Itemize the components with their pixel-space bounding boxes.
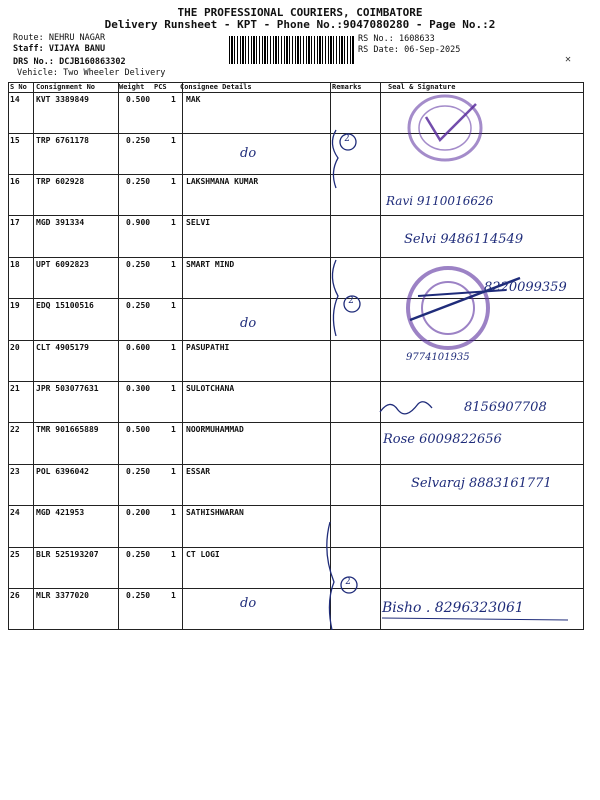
signature-row-18: 8220099359 (484, 280, 567, 295)
route-label: Route: (13, 33, 44, 43)
row-weight: 0.200 (126, 508, 151, 517)
row-sno: 26 (10, 591, 20, 600)
row-pcs: 1 (171, 136, 176, 145)
signature-row-16: Ravi 9110016626 (386, 194, 494, 208)
row-weight: 0.250 (126, 260, 151, 269)
column-header-remarks: Remarks (332, 83, 362, 91)
row-consignee: SULOTCHANA (186, 384, 235, 393)
row-consignee: SMART MIND (186, 260, 235, 269)
group-brace-icon (327, 522, 357, 630)
row-consignment-no: KVT 3389849 (36, 95, 89, 104)
row-pcs: 1 (171, 591, 176, 600)
row-consignee: SELVI (186, 218, 211, 227)
signature-scribble (380, 402, 432, 414)
row-pcs: 1 (171, 260, 176, 269)
row-weight: 0.250 (126, 301, 151, 310)
ditto-mark: do (240, 316, 257, 331)
row-sno: 14 (10, 95, 20, 104)
row-consignee: PASUPATHI (186, 343, 230, 352)
column-header-weight: Weight (119, 83, 145, 91)
vehicle-label: Vehicle: (17, 68, 58, 78)
ditto-mark: do (240, 146, 257, 161)
drs-value: DCJB160863302 (59, 57, 126, 67)
row-sno: 18 (10, 260, 20, 269)
handwriting-overlay (8, 82, 584, 630)
rs-no-label: RS No.: (358, 34, 394, 44)
staff-line (13, 44, 105, 54)
row-pcs: 1 (171, 425, 176, 434)
row-consignment-no: EDQ 15100516 (36, 301, 94, 310)
column-header-pcs: PCS (154, 83, 167, 91)
row-consignment-no: CLT 4905179 (36, 343, 89, 352)
row-sno: 19 (10, 301, 20, 310)
row-consignment-no: TMR 901665889 (36, 425, 99, 434)
rs-date-label: RS Date: (358, 45, 399, 55)
row-pcs: 1 (171, 467, 176, 476)
row-consignee: SATHISHWARAN (186, 508, 244, 517)
row-pcs: 1 (171, 218, 176, 227)
row-sno: 24 (10, 508, 20, 517)
vehicle-value: Two Wheeler Delivery (63, 68, 166, 78)
row-weight: 0.250 (126, 136, 151, 145)
signature-row-23: Selvaraj 8883161771 (411, 476, 552, 491)
ditto-mark: do (240, 596, 257, 611)
company-title: THE PROFESSIONAL COURIERS, COIMBATORE (177, 6, 423, 19)
row-sno: 25 (10, 550, 20, 559)
column-header-consignment: Consignment No (36, 83, 96, 91)
signature-row-17: Selvi 9486114549 (404, 232, 524, 247)
signature-underline (382, 618, 568, 620)
signature-row-22: Rose 6009822656 (383, 432, 502, 447)
row-weight: 0.500 (126, 425, 151, 434)
row-consignee: NOORMUHAMMAD (186, 425, 244, 434)
row-pcs: 1 (171, 177, 176, 186)
row-consignee: CT LOGI (186, 550, 220, 559)
barcode (229, 36, 355, 64)
route-value: NEHRU NAGAR (48, 33, 106, 43)
row-sno: 20 (10, 343, 20, 352)
row-pcs: 1 (171, 95, 176, 104)
row-weight: 0.300 (126, 384, 151, 393)
row-sno: 23 (10, 467, 20, 476)
row-consignment-no: MGD 421953 (36, 508, 85, 517)
signature-row-21: 8156907708 (464, 400, 547, 415)
row-sno: 17 (10, 218, 20, 227)
row-consignment-no: MGD 391334 (36, 218, 85, 227)
vehicle-line (17, 68, 165, 78)
row-weight: 0.500 (126, 95, 151, 104)
row-consignment-no: UPT 6092823 (36, 260, 89, 269)
runsheet-subtitle: Delivery Runsheet - KPT - Phone No.:9047080280 - Page No.:2 (104, 18, 496, 31)
rs-no-value: 1608633 (398, 34, 435, 44)
column-header-consignee: Consignee Details (180, 83, 252, 91)
row-sno: 22 (10, 425, 20, 434)
row-pcs: 1 (171, 508, 176, 517)
row-consignment-no: JPR 503077631 (36, 384, 99, 393)
row-consignment-no: TRP 6761178 (36, 136, 89, 145)
row-sno: 16 (10, 177, 20, 186)
row-consignment-no: MLR 3377020 (36, 591, 89, 600)
row-consignee: MAK (186, 95, 201, 104)
route-line (13, 33, 105, 43)
rs-date-value: 06-Sep-2025 (404, 45, 461, 55)
delivery-stamp-icon (409, 96, 481, 160)
runsheet-table (8, 82, 584, 630)
rs-no-line (358, 34, 435, 44)
rs-date-line (358, 45, 460, 55)
column-header-signature: Seal & Signature (388, 83, 456, 91)
row-weight: 0.600 (126, 343, 151, 352)
group-count: 2 (348, 296, 354, 306)
column-header-sno: S No (10, 83, 27, 91)
row-consignee: ESSAR (186, 467, 211, 476)
staff-label: Staff: (13, 44, 44, 54)
row-pcs: 1 (171, 384, 176, 393)
corner-mark-icon: ✕ (565, 54, 572, 65)
row-consignment-no: BLR 525193207 (36, 550, 99, 559)
row-pcs: 1 (171, 343, 176, 352)
row-weight: 0.250 (126, 177, 151, 186)
row-consignee: LAKSHMANA KUMAR (186, 177, 259, 186)
group-brace-icon (332, 260, 360, 336)
row-weight: 0.900 (126, 218, 151, 227)
group-count: 2 (345, 577, 351, 587)
row-consignment-no: TRP 602928 (36, 177, 85, 186)
row-sno: 21 (10, 384, 20, 393)
signature-row-26: Bisho . 8296323061 (382, 600, 524, 616)
group-count: 2 (344, 134, 350, 144)
row-sno: 15 (10, 136, 20, 145)
row-pcs: 1 (171, 550, 176, 559)
staff-value: VIJAYA BANU (48, 44, 106, 54)
row-consignment-no: POL 6396042 (36, 467, 89, 476)
row-pcs: 1 (171, 301, 176, 310)
row-weight: 0.250 (126, 591, 151, 600)
signature-row-20: 9774101935 (406, 352, 470, 363)
drs-line (13, 57, 126, 67)
drs-label: DRS No.: (13, 57, 54, 67)
row-weight: 0.250 (126, 550, 151, 559)
row-weight: 0.250 (126, 467, 151, 476)
